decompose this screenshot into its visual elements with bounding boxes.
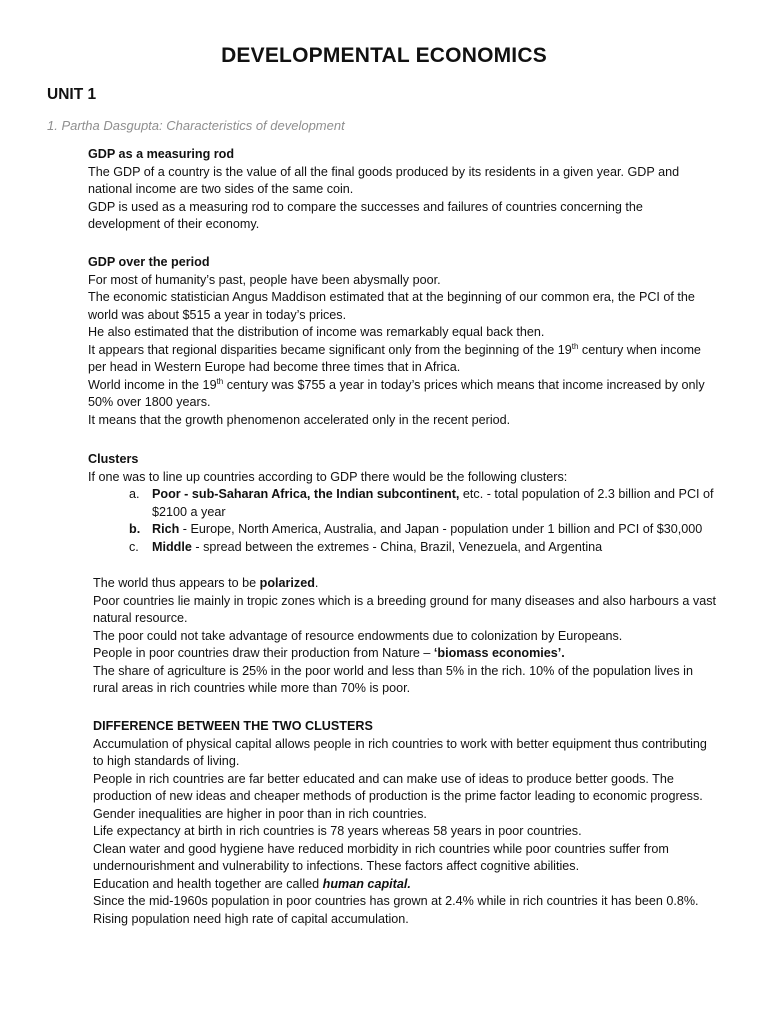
cluster-item-rich: b. Rich - Europe, North America, Australia, and Japan - population under 1 billion and PCI of $30,000 bbox=[129, 522, 703, 536]
section-gdp-measuring-rod bbox=[0, 146, 768, 234]
bullet-heading: DIFFERENCE BETWEEN THE TWO CLUSTERS bbox=[93, 719, 373, 733]
section-clusters bbox=[0, 451, 768, 556]
bullet-heading: Clusters bbox=[88, 452, 139, 466]
cluster-item-middle: c. Middle - spread between the extremes - China, Brazil, Venezuela, and Argentina bbox=[129, 539, 603, 554]
bullet-item: People in poor countries draw their production from Nature – ‘biomass economies’. bbox=[93, 646, 565, 660]
bullet-item: Poor countries lie mainly in tropic zones which is a breeding ground for many diseases and also harbours a vast natural resource. bbox=[93, 593, 717, 625]
numbered-item: Clean water and good hygiene have reduced morbidity in rich countries while poor countries suffer from undernourishment and vulnerability to infections. These factors affect cognitive abilities. bbox=[93, 841, 669, 873]
bullet-item: He also estimated that the distribution of income was remarkably equal back then. bbox=[88, 325, 545, 339]
document-title: DEVELOPMENTAL ECONOMICS bbox=[221, 44, 547, 67]
section-polarization bbox=[0, 575, 768, 698]
bullet-item: World income in the 19th century was $755 a year in today’s prices which means that income increased by only 50% over 1800 years. bbox=[88, 376, 705, 409]
numbered-item: Gender inequalities are higher in poor than in rich countries. bbox=[93, 806, 427, 821]
bullet-item: If one was to line up countries according to GDP there would be the following clusters: bbox=[88, 469, 568, 484]
bullet-item: The world thus appears to be polarized. bbox=[93, 576, 319, 590]
chapter-subtitle: 1. Partha Dasgupta: Characteristics of development bbox=[47, 118, 345, 133]
bullet-item: The share of agriculture is 25% in the poor world and less than 5% in the rich. 10% of the population lives in rural areas in rich countries while more than 70% is poor. bbox=[93, 663, 693, 695]
numbered-item: Accumulation of physical capital allows people in rich countries to work with better equipment thus contributing to high standards of living. bbox=[93, 736, 707, 768]
numbered-item: Life expectancy at birth in rich countries is 78 years whereas 58 years in poor countries. bbox=[93, 824, 582, 838]
unit-heading: UNIT 1 bbox=[47, 86, 97, 103]
section-gdp-over-period bbox=[0, 254, 768, 429]
bullet-item: For most of humanity’s past, people have been abysmally poor. bbox=[88, 272, 441, 287]
section-difference-clusters bbox=[0, 718, 768, 928]
bullet-item: It appears that regional disparities became significant only from the beginning of the 19th century when income per head in Western Europe had become three times that in Africa. bbox=[88, 341, 701, 374]
bullet-item: The GDP of a country is the value of all the final goods produced by its residents in a given year. GDP and national income are two sides of the same coin. bbox=[88, 164, 680, 196]
cluster-item-poor: a. Poor - sub-Saharan Africa, the Indian subcontinent, etc. - total population of 2.3 billion and PCI of $2100 a year bbox=[129, 487, 714, 519]
bullet-heading: GDP as a measuring rod bbox=[88, 147, 235, 161]
numbered-item: Since the mid-1960s population in poor countries has grown at 2.4% while in rich countries it has been 0.8%. Rising population need high rate of capital accumulation. bbox=[93, 894, 699, 926]
bullet-item: GDP is used as a measuring rod to compare the successes and failures of countries concerning the development of their economy. bbox=[88, 199, 643, 231]
numbered-item: People in rich countries are far better educated and can make use of ideas to produce better goods. The production of new ideas and cheaper methods of production is the prime factor leading to economic progress. bbox=[93, 771, 703, 803]
bullet-item: The poor could not take advantage of resource endowments due to colonization by Europeans. bbox=[93, 628, 623, 643]
bullet-item: It means that the growth phenomenon accelerated only in the recent period. bbox=[88, 412, 511, 427]
bullet-heading: GDP over the period bbox=[88, 255, 210, 269]
numbered-item: Education and health together are called human capital. bbox=[93, 876, 411, 891]
bullet-item: The economic statistician Angus Maddison estimated that at the beginning of our common era, the PCI of the world was about $515 a year in today’s prices. bbox=[88, 290, 695, 322]
